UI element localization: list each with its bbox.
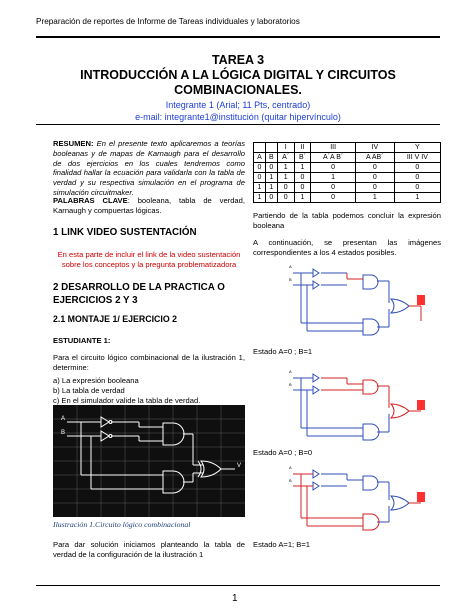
table-cell: A´ [277, 153, 294, 163]
item-b: b) La tabla de verdad [53, 386, 125, 395]
table-cell: 0 [311, 183, 356, 193]
state-3-label: Estado A=1; B=1 [253, 540, 310, 549]
table-cell: 1 [265, 173, 277, 183]
section-2-1-heading: 2.1 MONTAJE 1/ EJERCICIO 2 [53, 314, 178, 324]
svg-text:A: A [289, 264, 292, 269]
table-cell: 1 [254, 193, 266, 203]
table-cell: 0 [277, 183, 294, 193]
svg-text:B: B [289, 382, 292, 387]
footer-rule [36, 585, 440, 586]
estudiante-label: ESTUDIANTE 1: [53, 336, 111, 345]
table-cell: 1 [394, 193, 440, 203]
circuit-illustration [53, 405, 245, 517]
gates [101, 417, 221, 493]
table-cell [265, 143, 277, 153]
para-solution: Para dar solución iniciamos planteando la tabla de verdad de la configuración de la ilustración 1 [53, 540, 245, 559]
table-cell: B [265, 153, 277, 163]
table-group-header-row [254, 143, 441, 153]
table-cell: 0 [265, 193, 277, 203]
item-a: a) La expresión booleana [53, 376, 139, 385]
header-rule [36, 36, 440, 38]
section-2-heading: 2 DESARROLLO DE LA PRACTICA O EJERCICIOS 2 Y 3 [53, 282, 225, 306]
truth-table [253, 142, 441, 203]
simulation-3 [287, 460, 435, 538]
table-cell: 0 [294, 183, 311, 193]
circuit-label-a: A [61, 416, 66, 422]
table-cell: III V IV [394, 153, 440, 163]
title-line-1: TAREA 3 [211, 53, 265, 67]
table-cell: 0 [254, 163, 266, 173]
page-number: 1 [232, 593, 238, 604]
simulation-diagram-2 [287, 364, 435, 448]
simulation-2 [287, 364, 435, 448]
right-text-2: A continuación, se presentan las imágenes correspondientes a los 4 estados posibles. [253, 238, 441, 257]
table-row [254, 193, 441, 203]
table-cell: 0 [355, 173, 394, 183]
running-header: Preparación de reportes de Informe de Tareas individuales y laboratorios [36, 17, 300, 26]
table-cell: Y [394, 143, 440, 153]
abstract [53, 139, 245, 198]
table-cell: A AB´ [355, 153, 394, 163]
table-row [254, 183, 441, 193]
circuit-label-v: V [237, 463, 242, 469]
state-1-label: Estado A=0 ; B=1 [253, 347, 313, 356]
simulation-diagram-3 [287, 460, 435, 538]
para-text: Para el circuito lógico combinacional de la ilustración 1, determine: [53, 353, 245, 372]
table-cell: 0 [311, 163, 356, 173]
table-cell: II [294, 143, 311, 153]
table-cell: 0 [394, 183, 440, 193]
table-cell: 0 [355, 163, 394, 173]
title-separator [36, 124, 440, 125]
table-cell: 0 [294, 173, 311, 183]
table-cell: IV [355, 143, 394, 153]
table-cell: 1 [311, 173, 356, 183]
resumen-text: En el presente texto aplicaremos a teorías booleanas y de mapas de Karnaugh para el desarrollo de dos ejercicios en los cuales tendremos como finalidad hallar la ecuación para validarla con la tabla de verdad y su respectiva simulación en el programa de simulación circuitmaker. [53, 139, 245, 197]
table-cell: A´A B´ [311, 153, 356, 163]
table-row [254, 173, 441, 183]
table-cell: 1 [277, 163, 294, 173]
table-cell: 1 [254, 183, 266, 193]
table-cell: 1 [294, 193, 311, 203]
simulation-diagram-1 [287, 259, 435, 345]
author-line: Integrante 1 (Arial; 11 Pts, centrado) [165, 100, 311, 110]
table-cell: 0 [265, 163, 277, 173]
simulation-1 [287, 259, 435, 345]
table-cell: 0 [355, 183, 394, 193]
keywords-label: PALABRAS CLAVE [53, 196, 128, 205]
table-cell: B´ [294, 153, 311, 163]
table-header-row [254, 153, 441, 163]
table-cell: 1 [277, 173, 294, 183]
wires [67, 422, 235, 489]
resumen-label: RESUMEN: [53, 139, 94, 148]
table-cell [254, 143, 266, 153]
title-line-3: COMBINACIONALES. [174, 83, 302, 97]
svg-text:A: A [289, 369, 292, 374]
table-cell: 1 [265, 183, 277, 193]
figure-caption: Ilustración 1.Circuito lógico combinacional [53, 520, 191, 529]
table-cell: A [254, 153, 266, 163]
circuit-diagram [53, 405, 245, 517]
table-cell: 0 [311, 193, 356, 203]
section-1-heading: 1 LINK VIDEO SUSTENTACIÓN [53, 227, 197, 238]
table-row [254, 163, 441, 173]
table-cell: 0 [277, 193, 294, 203]
email-line: e-mail: integrante1@institución (quitar hipervínculo) [135, 112, 341, 122]
red-note: En esta parte de incluir el link de la video sustentación sobre los conceptos y la pregunta problematizadora [57, 250, 241, 269]
table-cell: 0 [254, 173, 266, 183]
table-cell: 0 [394, 173, 440, 183]
keywords [53, 196, 245, 216]
table-cell: III [311, 143, 356, 153]
svg-text:A: A [289, 465, 292, 470]
state-2-label: Estado A=0 ; B=0 [253, 448, 313, 457]
circuit-label-b: B [61, 430, 66, 436]
title-line-2: INTRODUCCIÓN A LA LÓGICA DIGITAL Y CIRCUITOS [80, 68, 396, 82]
table-cell: 0 [394, 163, 440, 173]
table-cell: 1 [355, 193, 394, 203]
item-c: c) En el simulador valide la tabla de verdad. [53, 396, 201, 405]
svg-text:B: B [289, 478, 292, 483]
keywords-text: : booleana, tabla de verdad, Karnaugh y compuertas lógicas. [53, 196, 245, 215]
table-cell: I [277, 143, 294, 153]
right-text-1: Partiendo de la tabla podemos concluir la expresión booleana [253, 211, 441, 230]
svg-text:B: B [289, 277, 292, 282]
table-cell: 1 [294, 163, 311, 173]
